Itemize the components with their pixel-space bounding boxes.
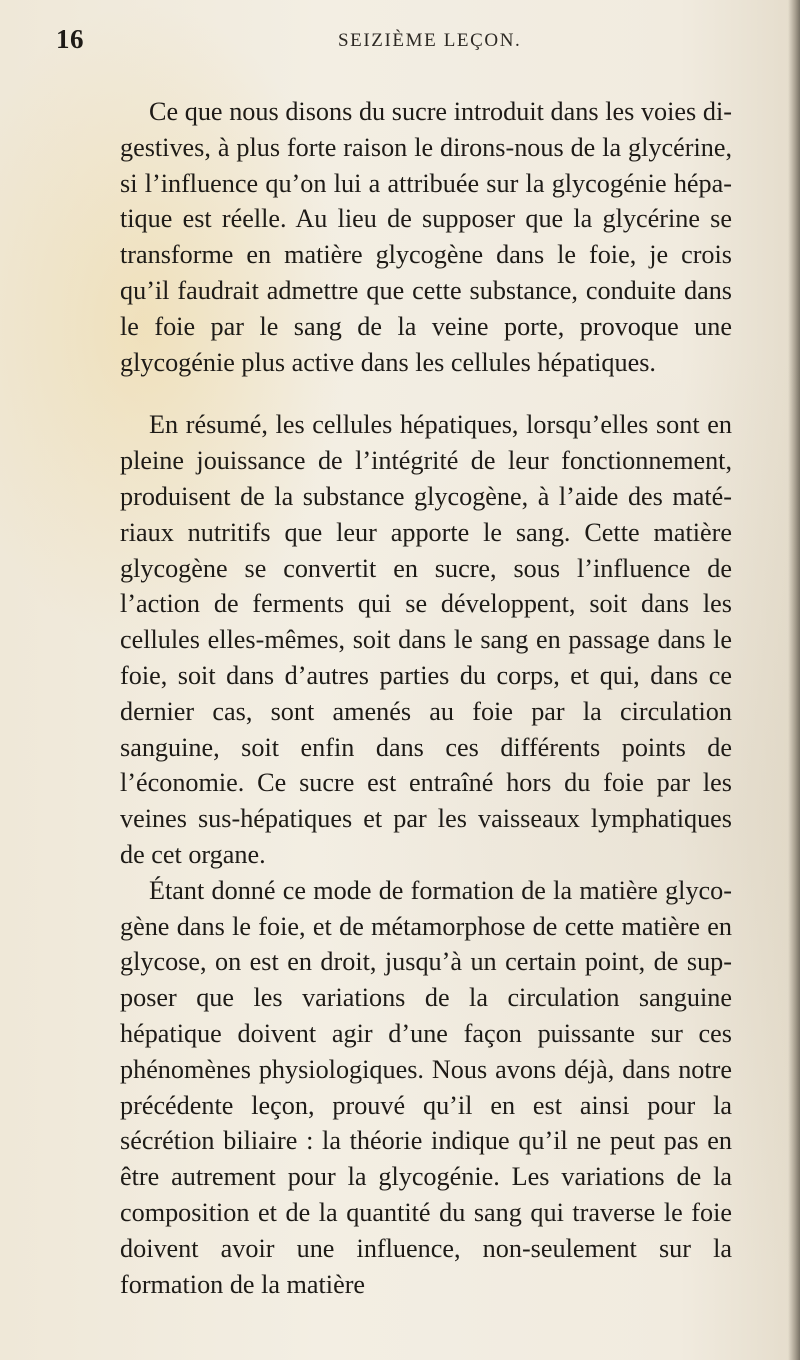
paragraph-3: Étant donné ce mode de formation de la matière glycogène dans le foie, et de métamorphose de cette matière en glycose, on est en droit, jusqu’à un certain point, de supposer que les variations de la circulation sanguine hépatique doivent agir d’une façon puissante sur ces phénomènes physiologiques. Nous avons déjà, dans notre précédente leçon, prouvé qu’il en est ainsi pour la sécrétion biliaire : la théorie indique qu’il ne peut pas en être autrement pour la glycogénie. Les variations de la composition et de la quantité du sang qui traverse le foie doivent avoir une influence, non-seulement sur la formation de la matière [120, 875, 732, 1299]
page-header [56, 24, 756, 64]
running-head: SEIZIÈME LEÇON. [338, 30, 522, 51]
body-text [120, 94, 732, 1302]
paragraph-2: En résumé, les cellules hépatiques, lorsqu’elles sont en pleine jouissance de l’intégrité de leur fonctionnement, produisent de la substance glycogène, à l’aide des matériaux nutritifs que leur apporte le sang. Cette matière glycogène se convertit en sucre, sous l’influence de l’action de ferments qui se développent, soit dans les cellules elles-mêmes, soit dans le sang en passage dans le foie, soit dans d’autres parties du corps, et qui, dans ce dernier cas, sont amenés au foie par la circulation sanguine, soit enfin dans ces différents points de l’économie. Ce sucre est entraîné hors du foie par les veines sus-hépatiques et par les vaisseaux lymphatiques de cet organe. [120, 410, 732, 869]
page-edge-shadow [788, 0, 800, 1360]
paragraph-1: Ce que nous disons du sucre introduit dans les voies digestives, à plus forte raison le dirons-nous de la glycérine, si l’influence qu’on lui a attribuée sur la glycogénie hépatique est réelle. Au lieu de supposer que la glycérine se transforme en matière glycogène dans le foie, je crois qu’il faudrait admettre que cette substance, conduite dans le foie par le sang de la veine porte, provoque une glycogénie plus active dans les cellules hépatiques. [120, 97, 732, 377]
page-number: 16 [56, 24, 84, 54]
